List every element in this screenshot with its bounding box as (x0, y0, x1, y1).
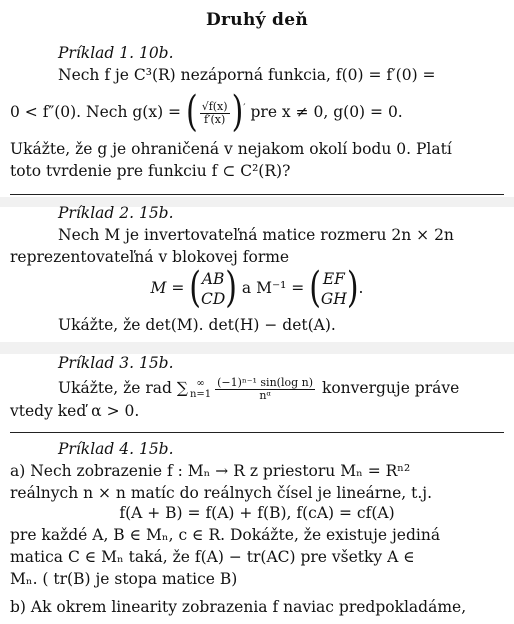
matrix-m-paren-right: ) (225, 263, 237, 313)
problem-3-line-1-start: Ukážte, že rad ∑ (58, 379, 188, 397)
matrix-m-paren-left: ( (189, 263, 201, 313)
problem-2-heading: Príklad 2. 15b. (58, 204, 174, 222)
paren-right: ) (231, 87, 244, 137)
problem-1-line-2-end: pre x ≠ 0, g(0) = 0. (245, 103, 403, 122)
matrix-m-row-1: AB (201, 270, 225, 288)
sum-lower-limit: n=1 (189, 389, 212, 400)
problem-1-heading: Príklad 1. 10b. (58, 44, 174, 62)
problem-1-line-2-start: 0 < f″(0). Nech g(x) = (10, 103, 186, 122)
sum-upper-limit: ∞ (196, 378, 205, 389)
problem-1-line-1: Nech f je C³(R) nezáporná funkcia, f(0) = f′(0) = (58, 66, 436, 84)
problem-4-line-2: reálnych n × n matíc do reálnych čísel je lineárne, t.j. (10, 484, 433, 502)
divider-2 (10, 432, 504, 433)
series-term-numerator: (−1)ⁿ⁻¹ sin(log n) (217, 375, 314, 389)
problem-4-line-7: b) Ak okrem linearity zobrazenia f naviac predpokladáme, (10, 598, 467, 616)
page-title: Druhý deň (206, 10, 308, 30)
problem-2-equation (0, 263, 514, 313)
matrix-inverse-row-1: EF (322, 270, 345, 288)
problem-2-line-3: Ukážte, že det(M). det(H) − det(A). (58, 316, 336, 334)
divider-1 (10, 194, 504, 195)
equation-middle: a M⁻¹ = (236, 279, 310, 297)
problem-4-line-4: pre každé A, B ∈ Mₙ, c ∈ R. Dokážte, že existuje jediná (10, 526, 441, 544)
problem-4-line-3: f(A + B) = f(A) + f(B), f(cA) = cf(A) (119, 504, 395, 522)
sum-limits (190, 378, 211, 400)
problem-4-line-1: a) Nech zobrazenie f : Mₙ → R z priestoru Mₙ = Rⁿ² (10, 462, 411, 480)
paren-left: ( (185, 87, 198, 137)
fraction-denominator: f′(x) (203, 112, 226, 126)
problem-4-line-6: Mₙ. ( tr(B) je stopa matice B) (10, 570, 238, 588)
series-term-denominator: nᵅ (259, 388, 271, 402)
problem-4-heading: Príklad 4. 15b. (58, 440, 174, 458)
fraction-sqrt-f-over-fprime (200, 101, 230, 126)
matrix-inverse (321, 269, 347, 309)
series-term-fraction (215, 377, 315, 402)
problem-1-line-4: toto tvrdenie pre funkciu f ⊂ C²(R)? (10, 162, 291, 180)
problem-3-line-2: vtedy keď α > 0. (10, 402, 140, 420)
problem-2-line-2: reprezentovateľná v blokovej forme (10, 248, 290, 266)
problem-3-line-1 (58, 374, 506, 402)
matrix-inv-paren-right: ) (346, 263, 359, 313)
matrix-inverse-row-2: GH (320, 290, 347, 308)
problem-3-line-1-end: konverguje práve (317, 379, 460, 397)
problem-1-line-3: Ukážte, že g je ohraničená v nejakom okolí bodu 0. Platí (10, 140, 452, 158)
problem-1-line-2 (10, 87, 506, 137)
problem-4-line-5: matica C ∈ Mₙ taká, že f(A) − tr(AC) pre všetky A ∈ (10, 548, 415, 566)
problem-3-heading: Príklad 3. 15b. (58, 354, 174, 372)
fraction-numerator: √f(x) (201, 99, 228, 113)
matrix-m (201, 269, 225, 309)
equation-lhs: M = (150, 279, 190, 297)
matrix-inv-paren-left: ( (309, 263, 321, 313)
matrix-m-row-2: CD (200, 290, 226, 308)
equation-end: . (358, 279, 364, 297)
problem-2-line-1: Nech M je invertovateľná matice rozmeru 2n × 2n (58, 226, 454, 244)
prime-mark: ′ (243, 103, 246, 114)
